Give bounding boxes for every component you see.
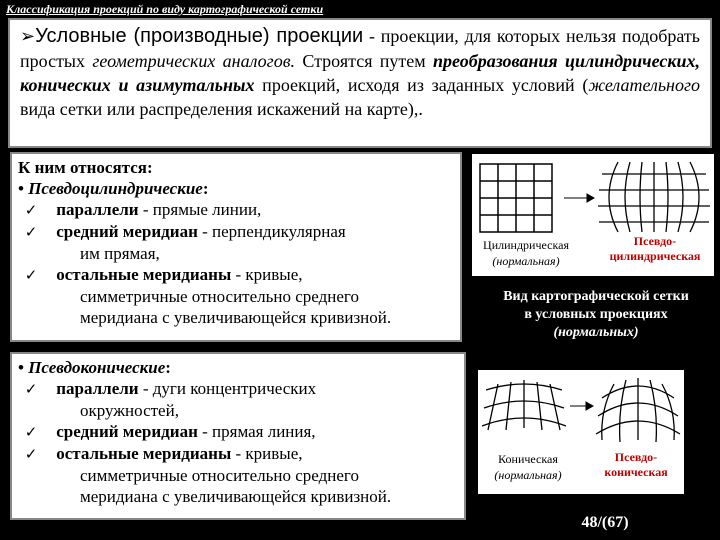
intro-box bbox=[8, 18, 712, 148]
list-item-cont: меридиана с увеличивающейся кривизной. bbox=[80, 308, 392, 327]
pseudocylindrical-label-1: Псевдо- bbox=[633, 234, 677, 248]
list-item: ✓ остальные меридианы - кривые, bbox=[24, 265, 303, 284]
intro-em-2: преобразования цилиндрических, конических и азимутальных bbox=[20, 51, 700, 95]
caption-line-2: в условных проекциях bbox=[524, 307, 668, 322]
list-item-cont: окружностей, bbox=[80, 401, 179, 420]
pseudocylindrical-box bbox=[10, 152, 462, 342]
category-pseudocylindrical: • Псевдоцилиндрические: bbox=[18, 179, 209, 198]
intro-text-4: вида сетки или распределения искажений на карте),. bbox=[20, 99, 423, 119]
figures-caption bbox=[476, 288, 716, 342]
slide-title: Классификация проекций по виду картографической сетки bbox=[6, 2, 324, 16]
arrow-icon bbox=[564, 194, 594, 202]
list-item-cont: симметричные относительно среднего bbox=[80, 466, 359, 485]
list-item: ✓ средний меридиан - перпендикулярная bbox=[24, 222, 346, 241]
pseudocylindrical-grid bbox=[598, 162, 710, 232]
arrow-icon bbox=[570, 402, 593, 410]
intro-text-1: - проекции, для которых нельзя подобрать простых bbox=[20, 26, 700, 71]
intro-em-3: желательного bbox=[588, 75, 701, 95]
pseudoconical-box bbox=[10, 352, 466, 520]
figure-cylindrical bbox=[472, 154, 714, 276]
cylindrical-label: Цилиндрическая bbox=[483, 238, 569, 252]
page-number: 48/(67) bbox=[581, 514, 629, 531]
check-icon: ✓ bbox=[24, 266, 38, 284]
caption-line-1: Вид картографической сетки bbox=[503, 289, 689, 304]
category-pseudoconical: • Псевдоконические: bbox=[18, 358, 171, 377]
intro-term: Условные (производные) проекции bbox=[35, 25, 364, 47]
list-heading: К ним относятся: bbox=[18, 158, 153, 177]
pseudoconical-grid bbox=[596, 378, 680, 442]
cylindrical-sublabel: (нормальная) bbox=[492, 254, 560, 268]
list-item: ✓ средний меридиан - прямая линия, bbox=[24, 422, 316, 441]
check-icon: ✓ bbox=[24, 380, 38, 398]
intro-em-1: геометрических аналогов. bbox=[92, 51, 296, 71]
bullet-icon: • bbox=[18, 358, 24, 377]
conical-label: Коническая bbox=[498, 452, 558, 466]
list-item-cont: меридиана с увеличивающейся кривизной. bbox=[80, 487, 392, 506]
conical-grid bbox=[482, 380, 566, 430]
conical-sublabel: (нормальная) bbox=[494, 468, 562, 482]
intro-text-3: проекций, исходя из заданных условий ( bbox=[254, 75, 589, 95]
check-icon: ✓ bbox=[24, 423, 38, 441]
list-item-cont: симметричные относительно среднего bbox=[80, 287, 359, 306]
check-icon: ✓ bbox=[24, 201, 38, 219]
check-icon: ✓ bbox=[24, 223, 38, 241]
intro-paragraph bbox=[20, 24, 700, 121]
figure-conical bbox=[478, 370, 684, 494]
list-item: ✓ остальные меридианы - кривые, bbox=[24, 444, 303, 463]
pseudoconical-label-1: Псевдо- bbox=[614, 450, 658, 464]
pseudocylindrical-label-2: цилиндрическая bbox=[609, 249, 701, 263]
list-item: ✓ параллели - прямые линии, bbox=[24, 200, 262, 219]
caption-line-3: (нормальных) bbox=[553, 325, 639, 340]
check-icon: ✓ bbox=[24, 445, 38, 463]
bullet-icon: • bbox=[18, 179, 24, 198]
intro-text-2: Строятся путем bbox=[295, 51, 433, 71]
arrow-icon: ➢ bbox=[20, 26, 36, 47]
pseudoconical-label-2: коническая bbox=[604, 465, 668, 479]
list-item-cont: им прямая, bbox=[80, 244, 160, 263]
list-item: ✓ параллели - дуги концентрических bbox=[24, 379, 317, 398]
